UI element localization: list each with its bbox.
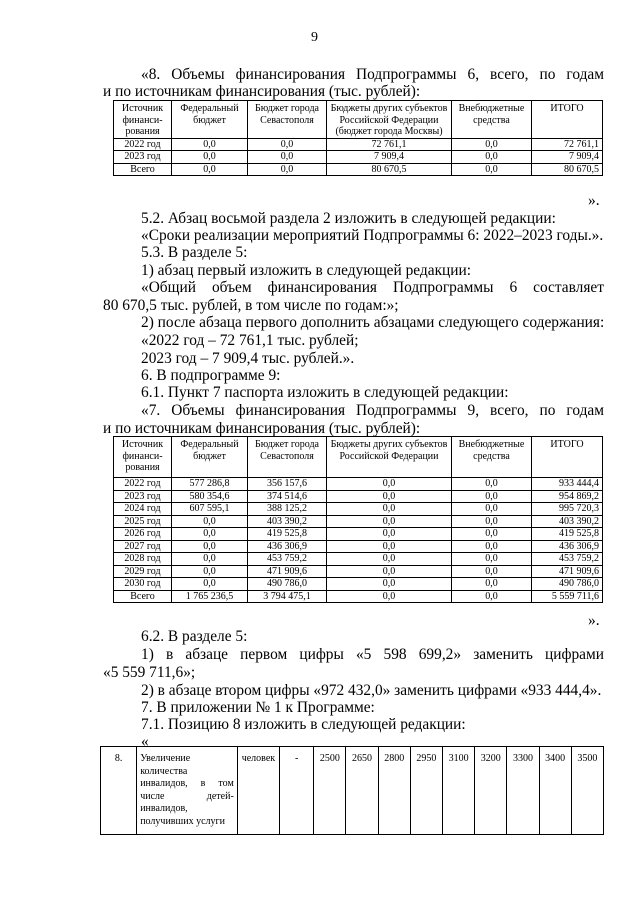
- paragraph-7-1: 7.1. Позицию 8 изложить в следующей редакции:: [141, 716, 466, 733]
- table-cell: 1 765 236,5: [172, 590, 248, 603]
- paragraph-volumes-7-line2: и по источникам финансирования (тыс. рублей):: [103, 420, 421, 437]
- paragraph-year-2022: «2022 год – 72 761,1 тыс. рублей;: [141, 332, 359, 349]
- table-cell: 0,0: [172, 151, 248, 164]
- table-row: [114, 490, 603, 503]
- table-cell: 0,0: [452, 540, 532, 553]
- table-cell: 453 759,2: [248, 553, 327, 566]
- table2-closing-quote: ».: [588, 612, 600, 629]
- table-cell: 7 909,4: [327, 151, 452, 164]
- paragraph-7: 7. В приложении № 1 к Программе:: [141, 699, 375, 716]
- table-cell: 0,0: [327, 590, 452, 603]
- header-federal: Федеральный бюджет: [172, 101, 248, 139]
- table-cell: 0,0: [452, 490, 532, 503]
- paragraph-5-2-quote: «Сроки реализации мероприятий Подпрограммы 6: 2022–2023 годы.».: [141, 227, 604, 244]
- table-row: [114, 515, 603, 528]
- header-total: ИТОГО: [532, 437, 603, 478]
- table-row: [101, 747, 604, 835]
- table-cell: 0,0: [327, 503, 452, 516]
- table-cell: 419 525,8: [248, 528, 327, 541]
- indicator-unit: человек: [237, 747, 279, 835]
- indicator-value: 3400: [539, 747, 571, 835]
- table-cell: 72 761,1: [532, 138, 603, 151]
- table-cell: Всего: [114, 163, 172, 176]
- table-cell: 403 390,2: [248, 515, 327, 528]
- table-cell: 933 444,4: [532, 478, 603, 491]
- table-cell: 954 869,2: [532, 490, 603, 503]
- table-cell: 0,0: [172, 553, 248, 566]
- header-city: Бюджет города Севастополя: [248, 101, 327, 139]
- table-cell: 0,0: [248, 163, 327, 176]
- header-total: ИТОГО: [532, 101, 603, 139]
- financing-table-subprogram-6: [113, 100, 603, 176]
- table-cell: 0,0: [172, 515, 248, 528]
- table-cell: 0,0: [452, 528, 532, 541]
- table-cell: Всего: [114, 590, 172, 603]
- table-cell: 0,0: [452, 578, 532, 591]
- indicator-value: 3200: [475, 747, 507, 835]
- indicator-value: 3100: [443, 747, 475, 835]
- table-row: [114, 151, 603, 164]
- table-row: [114, 503, 603, 516]
- table-cell: 453 759,2: [532, 553, 603, 566]
- paragraph-5-2: 5.2. Абзац восьмой раздела 2 изложить в следующей редакции:: [141, 210, 556, 227]
- table-cell: 2027 год: [114, 540, 172, 553]
- table-cell: 490 786,0: [248, 578, 327, 591]
- table-cell: 0,0: [172, 138, 248, 151]
- paragraph-volumes-7-line1: «7. Объемы финансирования Подпрограммы 9, всего, по годам: [141, 402, 604, 419]
- table-cell: 0,0: [327, 540, 452, 553]
- table-cell: 0,0: [327, 478, 452, 491]
- table-cell: 0,0: [172, 163, 248, 176]
- table-cell: 0,0: [327, 515, 452, 528]
- table-cell: 80 670,5: [327, 163, 452, 176]
- table-cell: 0,0: [452, 590, 532, 603]
- table-row: [114, 590, 603, 603]
- table-cell: 580 354,6: [172, 490, 248, 503]
- header-other-subjects: Бюджеты других субъектов Российской Федерации (бюджет города Москвы): [327, 101, 452, 139]
- header-extrabudget: Внебюджетные средства: [452, 437, 532, 478]
- table-cell: 0,0: [327, 528, 452, 541]
- table-cell: 419 525,8: [532, 528, 603, 541]
- table-cell: 3 794 475,1: [248, 590, 327, 603]
- table-row: [114, 578, 603, 591]
- table-cell: 0,0: [452, 138, 532, 151]
- table-cell: 436 306,9: [532, 540, 603, 553]
- table-cell: 2026 год: [114, 528, 172, 541]
- table-cell: 0,0: [452, 553, 532, 566]
- paragraph-volumes-8-line1: «8. Объемы финансирования Подпрограммы 6, всего, по годам: [141, 66, 604, 83]
- indicator-table-position-8: [100, 746, 604, 835]
- paragraph-6: 6. В подпрограмме 9:: [141, 367, 281, 384]
- table-row: [114, 528, 603, 541]
- paragraph-6-2-item2: 2) в абзаце втором цифры «972 432,0» заменить цифрами «933 444,4».: [141, 682, 602, 699]
- table-cell: 0,0: [248, 151, 327, 164]
- table-cell: 2022 год: [114, 478, 172, 491]
- page-number: 9: [311, 30, 318, 45]
- paragraph-total-volume-line1: «Общий объем финансирования Подпрограммы 6 составляет: [141, 279, 604, 296]
- table-cell: 2022 год: [114, 138, 172, 151]
- paragraph-total-volume-line2: 80 670,5 тыс. рублей, в том числе по годам:»;: [103, 297, 399, 314]
- table-cell: 7 909,4: [532, 151, 603, 164]
- header-extrabudget: Внебюджетные средства: [452, 101, 532, 139]
- table-cell: 0,0: [452, 565, 532, 578]
- table-cell: 577 286,8: [172, 478, 248, 491]
- table-cell: 388 125,2: [248, 503, 327, 516]
- table-cell: 2030 год: [114, 578, 172, 591]
- table-cell: 0,0: [452, 163, 532, 176]
- paragraph-6-2-item1-line2: «5 559 711,6»;: [103, 664, 196, 681]
- table-cell: 0,0: [327, 553, 452, 566]
- table-cell: 607 595,1: [172, 503, 248, 516]
- header-source: Источник финанси-рования: [114, 101, 172, 139]
- paragraph-volumes-8-line2: и по источникам финансирования (тыс. рублей):: [103, 83, 421, 100]
- table-cell: 0,0: [327, 578, 452, 591]
- table-cell: 403 390,2: [532, 515, 603, 528]
- indicator-value: 2800: [378, 747, 410, 835]
- table-cell: 0,0: [327, 490, 452, 503]
- table-cell: 374 514,6: [248, 490, 327, 503]
- indicator-base-value: -: [280, 747, 314, 835]
- header-source: Источник финанси-рования: [114, 437, 172, 478]
- paragraph-year-2023: 2023 год – 7 909,4 тыс. рублей.».: [141, 350, 355, 367]
- paragraph-6-2: 6.2. В разделе 5:: [141, 628, 248, 645]
- table-cell: 995 720,3: [532, 503, 603, 516]
- paragraph-5-3: 5.3. В разделе 5:: [141, 244, 248, 261]
- table-cell: 471 909,6: [532, 565, 603, 578]
- header-city: Бюджет города Севастополя: [248, 437, 327, 478]
- table-header-row: [114, 437, 603, 478]
- header-other-subjects: Бюджеты других субъектов Российской Федерации: [327, 437, 452, 478]
- table-cell: 0,0: [452, 515, 532, 528]
- table-row: [114, 553, 603, 566]
- table-row: [114, 163, 603, 176]
- table-cell: 0,0: [172, 528, 248, 541]
- table-cell: 0,0: [327, 565, 452, 578]
- table-cell: 2029 год: [114, 565, 172, 578]
- table-cell: 2028 год: [114, 553, 172, 566]
- indicator-value: 3500: [571, 747, 603, 835]
- table-cell: 471 909,6: [248, 565, 327, 578]
- table-cell: 2025 год: [114, 515, 172, 528]
- table-cell: 436 306,9: [248, 540, 327, 553]
- table-row: [114, 138, 603, 151]
- table-cell: 0,0: [248, 138, 327, 151]
- indicator-number: 8.: [101, 747, 137, 835]
- table-cell: 2023 год: [114, 151, 172, 164]
- table-cell: 490 786,0: [532, 578, 603, 591]
- header-federal: Федеральный бюджет: [172, 437, 248, 478]
- table-cell: 0,0: [172, 565, 248, 578]
- paragraph-5-3-item2: 2) после абзаца первого дополнить абзацами следующего содержания:: [141, 314, 605, 331]
- indicator-value: 3300: [507, 747, 539, 835]
- table-header-row: [114, 101, 603, 139]
- paragraph-6-2-item1-line1: 1) в абзаце первом цифры «5 598 699,2» заменить цифрами: [141, 646, 604, 663]
- table-row: [114, 478, 603, 491]
- table-cell: 0,0: [452, 503, 532, 516]
- table-cell: 80 670,5: [532, 163, 603, 176]
- indicator-value: 2500: [314, 747, 346, 835]
- table-cell: 2024 год: [114, 503, 172, 516]
- table-cell: 2023 год: [114, 490, 172, 503]
- table-cell: 0,0: [172, 578, 248, 591]
- table-cell: 356 157,6: [248, 478, 327, 491]
- table-row: [114, 565, 603, 578]
- indicator-description: Увеличение количества инвалидов, в том числе детей-инвалидов, получивших услуги: [137, 747, 238, 835]
- paragraph-5-3-item1: 1) абзац первый изложить в следующей редакции:: [141, 262, 472, 279]
- table-cell: 0,0: [172, 540, 248, 553]
- table1-closing-quote: ».: [588, 192, 600, 209]
- indicator-value: 2650: [346, 747, 378, 835]
- indicator-value: 2950: [410, 747, 442, 835]
- paragraph-6-1: 6.1. Пункт 7 паспорта изложить в следующей редакции:: [141, 384, 509, 401]
- opening-quote: «: [141, 733, 149, 750]
- table-cell: 0,0: [452, 151, 532, 164]
- table-cell: 0,0: [452, 478, 532, 491]
- table-cell: 72 761,1: [327, 138, 452, 151]
- table-row: [114, 540, 603, 553]
- financing-table-subprogram-9: [113, 436, 603, 603]
- table-cell: 5 559 711,6: [532, 590, 603, 603]
